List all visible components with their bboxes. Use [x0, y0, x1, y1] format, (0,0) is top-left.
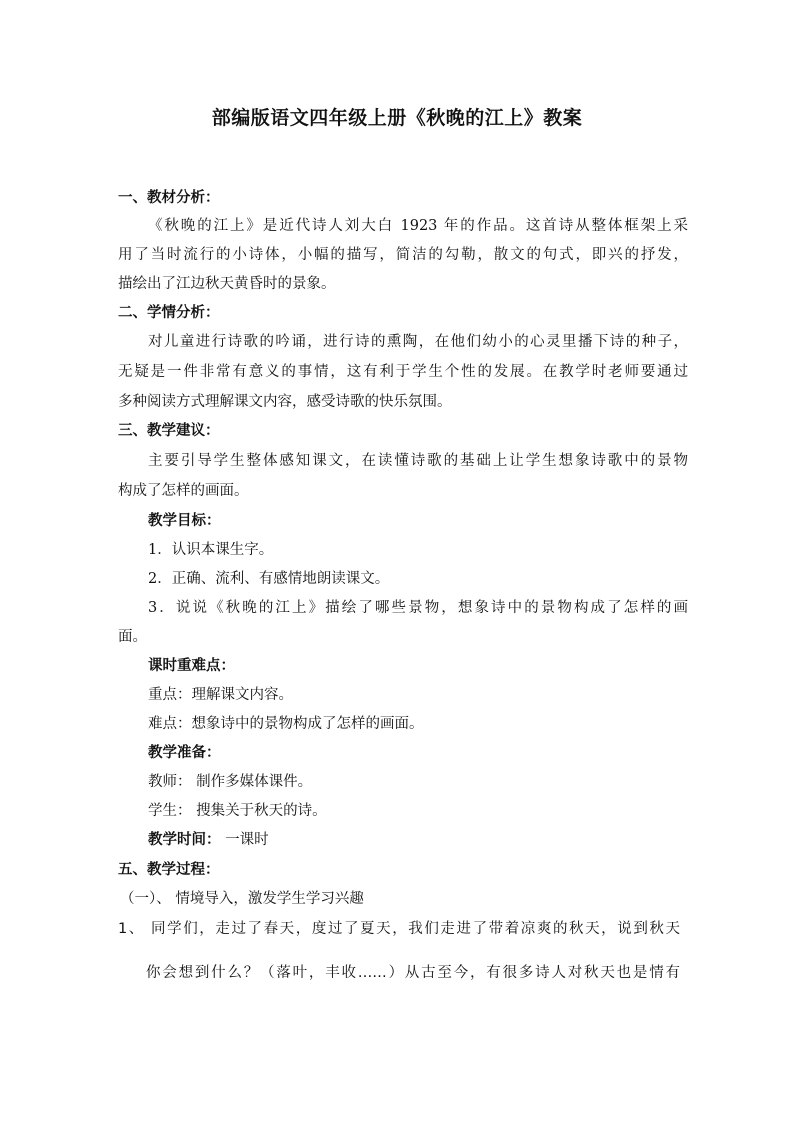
paragraph-line: 《秋晚的江上》是近代诗人刘大白 1923 年的作品。这首诗从整体框架上采 [148, 218, 688, 234]
difficulty-point: 难点：想象诗中的景物构成了怎样的画面。 [148, 716, 424, 732]
paragraph-line: 主要引导学生整体感知课文，在读懂诗歌的基础上让学生想象诗歌中的景物 [148, 453, 688, 469]
paragraph-line: 你会想到什么？（落叶，丰收……）从古至今，有很多诗人对秋天也是情有 [146, 965, 680, 981]
subheading-teaching-goals: 教学目标： [148, 512, 221, 529]
teaching-time-label: 教学时间： [148, 831, 221, 848]
goal-item-continuation: 面。 [118, 629, 147, 645]
goal-item: 3．说说《秋晚的江上》描绘了哪些景物，想象诗中的景物构成了怎样的画 [148, 600, 688, 616]
paragraph-line: 对儿童进行诗歌的吟诵，进行诗的熏陶，在他们幼小的心灵里播下诗的种子， [148, 334, 688, 350]
section-heading-teaching-process: 五、教学过程： [118, 861, 220, 878]
paragraph-line: 1、 同学们，走过了春天，度过了夏天，我们走进了带着凉爽的秋天，说到秋天 [118, 921, 680, 937]
goal-item: 2．正确、流利、有感情地朗读课文。 [148, 571, 390, 587]
key-point: 重点：理解课文内容。 [148, 687, 293, 703]
teaching-time-row [118, 829, 688, 851]
teaching-time-value: 一课时 [220, 832, 269, 848]
paragraph-line: 多种阅读方式理解课文内容，感受诗歌的快乐氛围。 [118, 394, 452, 410]
section-heading-teaching-suggestions: 三、教学建议： [118, 422, 220, 439]
paragraph-line: 无疑是一件非常有意义的事情，这有利于学生个性的发展。在教学时老师要通过 [118, 364, 688, 380]
step-heading: （一）、 情境导入，激发学生学习兴趣 [120, 891, 364, 907]
subheading-preparation: 教学准备： [148, 744, 221, 761]
paragraph-line: 用了当时流行的小诗体，小幅的描写，简洁的勾勒，散文的句式，即兴的抒发， [118, 247, 688, 263]
paragraph-line: 构成了怎样的画面。 [118, 483, 249, 499]
section-heading-textbook-analysis: 一、教材分析： [118, 189, 220, 206]
preparation-teacher: 教师： 制作多媒体课件。 [148, 774, 313, 790]
document-title: 部编版语文四年级上册《秋晚的江上》教案 [211, 107, 583, 129]
goal-item: 1．认识本课生字。 [148, 542, 274, 558]
subheading-key-points: 课时重难点： [148, 657, 235, 674]
preparation-student: 学生： 搜集关于秋天的诗。 [148, 803, 327, 819]
section-heading-student-analysis: 二、学情分析： [118, 304, 220, 321]
paragraph-line: 描绘出了江边秋天黄昏时的景象。 [118, 276, 336, 292]
